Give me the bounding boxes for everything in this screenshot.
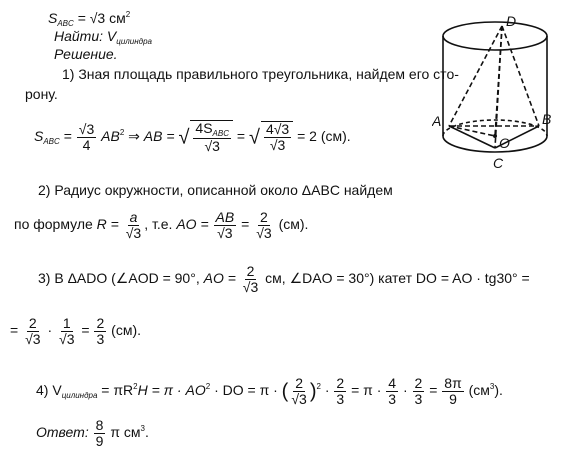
answer-line: Ответ: $\frac{8}{9}$ π $см^3$. (36, 417, 149, 449)
area-value: = √3 см (77, 10, 126, 26)
unit-power: 2 (125, 10, 131, 19)
area-symbol: S (48, 10, 58, 26)
label-b: B (542, 111, 552, 127)
fraction: $\frac{2}{3}$ (336, 375, 345, 407)
segment-ao (449, 126, 495, 136)
find-line (54, 28, 152, 47)
step2-text-line1: 2) Радиус окружности, описанной около ΔABC найдем (38, 182, 393, 198)
step1-text-line2: рону. (25, 86, 58, 102)
radicand: $\frac{4S_{ABC}}{√3}$ (190, 120, 233, 154)
edge-db (502, 26, 539, 126)
point-o (493, 134, 497, 138)
f-ab: AB (101, 128, 120, 145)
f-s: S (34, 128, 44, 145)
f-eq: = (63, 128, 72, 145)
step3-line1: 3) В ΔADO (∠AOD = 90°, AO = $\frac{2}{√3}$ см, ∠DAO = 30°) катет DO = AO · tg30° = (38, 263, 530, 295)
given-line (48, 10, 130, 29)
step1-text-line1: 1) Зная площадь правильного треугольника, найдем его сто- (62, 66, 459, 82)
fraction: $\frac{2}{3}$ (96, 315, 105, 347)
radical-sign: √ (178, 126, 190, 149)
f-result: = 2 (см). (297, 128, 351, 145)
edge-da (449, 26, 502, 126)
fraction: $\frac{AB}{√3}$ (215, 209, 235, 241)
find-label: Найти: (54, 28, 104, 44)
edge-ac (449, 126, 495, 148)
fraction: $\frac{8\pi}{9}$ (444, 375, 462, 407)
top-ellipse (443, 22, 547, 50)
find-var-subscript: цилиндра (116, 37, 152, 46)
fraction: $\frac{1}{√3}$ (59, 315, 75, 347)
f-s-sub: ABC (43, 137, 60, 147)
fraction: $\frac{2}{√3}$ (256, 209, 272, 241)
fraction: $\frac{2}{3}$ (414, 375, 423, 407)
label-a: A (432, 113, 442, 129)
fraction: $\frac{√3}{4}$ (78, 121, 95, 153)
step2-formula: по формуле R = $\frac{a}{√3}$ , т.е. AO = $\frac{AB}{√3}$ = $\frac{2}{√3}$ (см). (14, 209, 309, 241)
find-var: V (106, 28, 117, 44)
answer-label: Ответ: (36, 424, 89, 441)
radical-sign: √ (248, 126, 260, 149)
fraction: $\frac{2}{√3}$ (291, 375, 307, 407)
radicand: $\frac{4√3}{√3}$ (261, 121, 293, 153)
fraction: $\frac{2}{√3}$ (242, 263, 259, 295)
step3-line2: = $\frac{2}{√3}$ · $\frac{1}{√3}$ = $\frac{2}{3}$ (см). (10, 315, 141, 347)
fraction: $\frac{4}{3}$ (388, 375, 397, 407)
label-c: C (493, 155, 504, 171)
implies-arrow: ⇒ (128, 128, 140, 145)
step1-formula: $S_{ABC}$ = $\frac{√3}{4}$ $AB^2$ ⇒ AB = √ $\frac{4S_{ABC}}{√3}$ = √ $\frac{4√3}{√3}$ = 2 (см). (34, 120, 351, 154)
solution-heading: Решение. (54, 46, 118, 62)
fraction: $\frac{2}{√3}$ (25, 315, 41, 347)
fraction: $\frac{a}{√3}$ (125, 209, 142, 241)
label-o: O (499, 135, 510, 151)
label-d: D (506, 13, 517, 29)
area-subscript: ABC (57, 19, 74, 28)
step4-formula: 4) $V_{цилиндра} = \pi R^2H = \pi \cdot AO^2$ · DO = π · ( $\frac{2}{√3}$ )$^2$ · $\frac{2}{3}$ = π · $\frac{4}{3}$ · $\frac{2}{3}$ = $\frac{8\pi}{9}$ $(см^3)$. (36, 375, 503, 407)
fraction: $\frac{8}{9}$ (95, 417, 104, 449)
cylinder-figure (432, 8, 562, 178)
f-ab-eq: AB = (143, 128, 175, 145)
